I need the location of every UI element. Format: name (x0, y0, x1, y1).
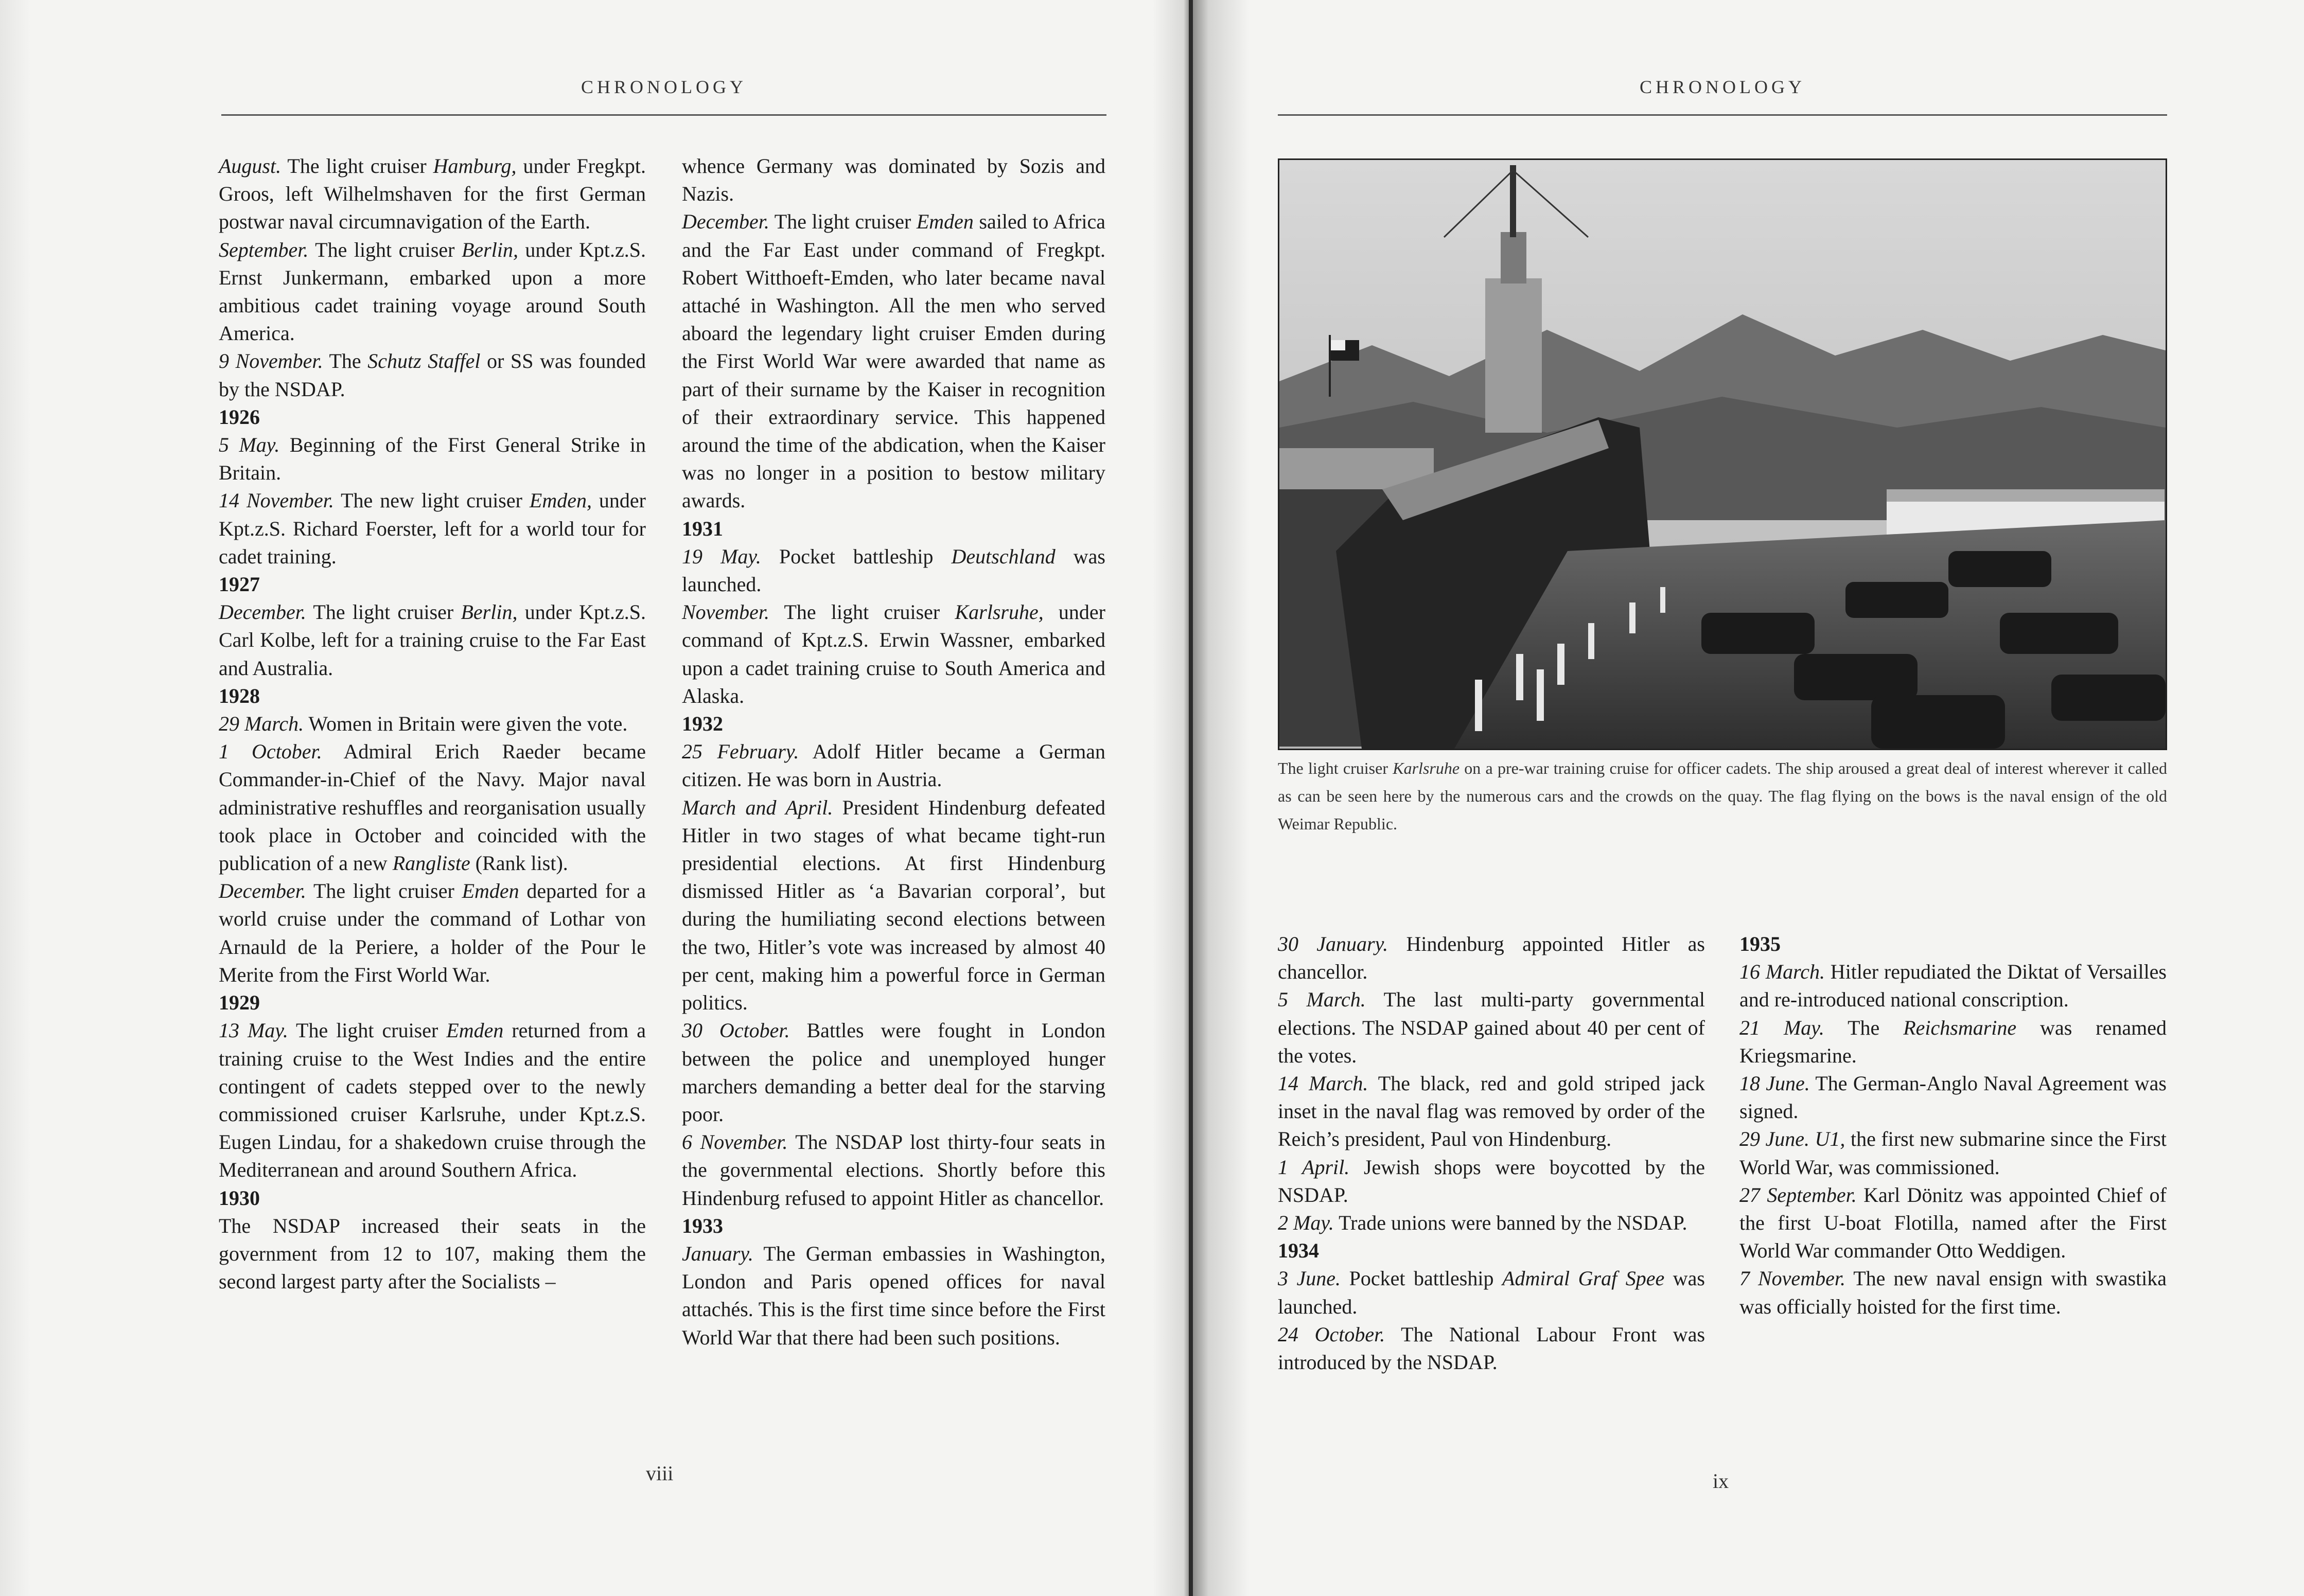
entry-text: Women in Britain were given the vote. (304, 712, 628, 736)
entry-italic: Berlin, (461, 600, 518, 624)
chronology-entry (682, 738, 1105, 793)
photo-caption (1278, 754, 2167, 838)
book-gutter (1189, 0, 1193, 1596)
entry-text: The light cruiser (281, 154, 433, 178)
left-column-2 (682, 152, 1105, 1352)
entry-italic: Rangliste (392, 852, 470, 875)
entry-date: 5 May. (219, 433, 280, 457)
entry-text: President Hindenburg defeated Hitler in two stages of what became tight-run presidential elections. At first Hindenburg dismissed Hitler as ‘a Bavarian corporal’, but during the humiliating second elections between the two, Hitler’s vote was increased by almost 40 per cent, making him a powerful force in German politics. (682, 795, 1105, 1015)
entry-tail: was renamed Kriegsmarine. (1739, 1016, 2167, 1067)
chronology-entry (219, 877, 646, 989)
chronology-entry (219, 598, 646, 682)
chronology-entry (682, 1240, 1105, 1352)
entry-date: 13 May. (219, 1019, 288, 1042)
chronology-entry (219, 738, 646, 877)
year-heading: 1927 (219, 573, 260, 596)
entry-text: The light cruiser (306, 600, 461, 624)
entry-text: Adolf Hitler became a German citizen. He was born in Austria. (682, 740, 1105, 791)
caption-pre: The light cruiser (1278, 759, 1393, 777)
right-running-head: CHRONOLOGY (1640, 77, 1805, 97)
entry-date: 29 March. (219, 712, 304, 736)
chronology-entry (219, 236, 646, 348)
entry-date: December. (219, 879, 306, 903)
entry-text: The last multi-party governmental elections. The NSDAP gained about 40 per cent of the votes. (1278, 988, 1705, 1067)
entry-tail: the first new submarine since the First World War, was commissioned. (1739, 1127, 2167, 1179)
chronology-entry (682, 1128, 1105, 1212)
left-page-number: viii (646, 1462, 674, 1485)
entry-italic: Reichsmarine (1903, 1016, 2017, 1039)
entry-text: The light cruiser (769, 600, 955, 624)
year-heading: 1930 (219, 1186, 260, 1210)
entry-text: Pocket battleship (761, 544, 952, 568)
chronology-entry (219, 710, 646, 738)
entry-date: December. (219, 600, 306, 624)
right-page-number: ix (1713, 1469, 1729, 1493)
chronology-entry (1278, 986, 1705, 1070)
entry-text: The (323, 349, 368, 373)
entry-italic: Emden (462, 879, 519, 903)
entry-text: The new light cruiser (333, 489, 530, 512)
photo-caption-text (1278, 754, 2167, 838)
year-heading: 1935 (1739, 932, 1781, 955)
entry-text: The National Labour Front was introduced by the NSDAP. (1278, 1322, 1705, 1374)
chronology-entry (219, 487, 646, 571)
entry-date: 1 April. (1278, 1155, 1350, 1179)
chronology-entry (682, 208, 1105, 515)
entry-italic: Emden (916, 210, 974, 234)
chronology-entry (1739, 1070, 2167, 1125)
chronology-entry (1278, 930, 1705, 986)
entry-tail: sailed to Africa and the Far East under command of Fregkpt. Robert Witthoeft-Emden, who later became naval attaché in Washington. All the men who served aboard the legendary light cruiser Emden during the First World War were awarded that name as part of their surname by the Kaiser in recognition of their extraordinary service. This happened around the time of the abdication, when the Kaiser was no longer in a position to bestow military awards. (682, 210, 1105, 512)
chronology-entry (682, 543, 1105, 598)
entry-text: Pocket battleship (1341, 1267, 1503, 1290)
left-head-rule (221, 114, 1106, 116)
chronology-entry (1739, 1125, 2167, 1181)
chronology-entry (682, 1017, 1105, 1128)
entry-text (1809, 1127, 1815, 1150)
entry-text: Hitler repudiated the Diktat of Versailles and re-introduced national conscription. (1739, 960, 2167, 1012)
entry-date: 30 October. (682, 1019, 790, 1042)
entry-date: 9 November. (219, 349, 323, 373)
year-heading: 1934 (1278, 1239, 1319, 1263)
entry-date: 2 May. (1278, 1211, 1334, 1235)
entry-italic: Deutschland (951, 544, 1056, 568)
entry-date: November. (682, 600, 769, 624)
right-column-2 (1739, 930, 2167, 1321)
entry-text: Karl Dönitz was appointed Chief of the first U-boat Flotilla, named after the First World War commander Otto Weddigen. (1739, 1183, 2167, 1263)
entry-date: December. (682, 210, 769, 234)
year-heading: 1931 (682, 517, 723, 540)
entry-text: The light cruiser (306, 879, 462, 903)
entry-date: 29 June. (1739, 1127, 1810, 1151)
year-heading: 1928 (219, 684, 260, 707)
chronology-entry (219, 152, 646, 236)
entry-text: The NSDAP increased their seats in the government from 12 to 107, making them the second largest party after the Socialists – (219, 1214, 646, 1293)
entry-text: The German-Anglo Naval Agreement was signed. (1739, 1072, 2167, 1123)
chronology-entry (1739, 1181, 2167, 1265)
entry-italic: Schutz Staffel (367, 349, 481, 373)
entry-text: The German embassies in Washington, London and Paris opened offices for naval attachés. This is the first time since before the First World War that there had been such positions. (682, 1242, 1105, 1349)
year-heading: 1929 (219, 991, 260, 1015)
entry-date: 24 October. (1278, 1322, 1385, 1346)
entry-date: January. (682, 1242, 753, 1265)
entry-date: 25 February. (682, 740, 799, 764)
entry-tail: under command of Kpt.z.S. Erwin Wassner, embarked upon a cadet training cruise to South America and Alaska. (682, 600, 1105, 707)
entry-date: 21 May. (1739, 1016, 1824, 1039)
entry-date: March and April. (682, 795, 833, 819)
chronology-entry (1278, 1265, 1705, 1320)
chronology-entry (219, 347, 646, 403)
entry-date: 19 May. (682, 544, 761, 568)
entry-tail: was launched. (682, 544, 1105, 596)
entry-italic: Berlin, (461, 238, 518, 261)
entry-date: 14 March. (1278, 1072, 1368, 1095)
right-column-1 (1278, 930, 1705, 1376)
entry-italic: Emden, (529, 489, 592, 512)
entry-italic: U1, (1815, 1127, 1845, 1151)
left-column-1 (219, 152, 646, 1296)
entry-tail: under Fregkpt. Groos, left Wilhelmshaven for the first German postwar naval circumnavigation of the Earth. (219, 154, 646, 234)
chronology-entry (682, 152, 1105, 208)
entry-date: 18 June. (1739, 1072, 1810, 1095)
entry-tail: under Kpt.z.S. Richard Foerster, left for a world tour for cadet training. (219, 489, 646, 568)
entry-date: 3 June. (1278, 1267, 1341, 1290)
entry-italic: Karlsruhe, (955, 600, 1044, 624)
entry-tail: under Kpt.z.S. Ernst Junkermann, embarked upon a more ambitious cadet training voyage around South America. (219, 238, 646, 345)
chronology-entry (1278, 1209, 1705, 1237)
entry-text: Trade unions were banned by the NSDAP. (1333, 1211, 1687, 1235)
entry-text: The (1824, 1016, 1904, 1039)
chronology-entry (1278, 1154, 1705, 1209)
chronology-entry (1739, 1265, 2167, 1320)
chronology-entry (1278, 1070, 1705, 1154)
entry-text: whence Germany was dominated by Sozis and Nazis. (682, 154, 1105, 206)
entry-tail: (Rank list). (470, 852, 568, 875)
chronology-entry (682, 598, 1105, 710)
entry-date: September. (219, 238, 309, 261)
chronology-entry (682, 794, 1105, 1017)
entry-tail: returned from a training cruise to the West Indies and the entire contingent of cadets stepped over to the newly commissioned cruiser Karlsruhe, under Kpt.z.S. Eugen Lindau, for a shakedown cruise through the Mediterranean and around Southern Africa. (219, 1019, 646, 1182)
right-head-rule (1278, 114, 2167, 116)
entry-tail: departed for a world cruise under the command of Lothar von Arnauld de la Periere, a holder of the Pour le Merite from the First World War. (219, 879, 646, 986)
entry-date: 14 November. (219, 489, 334, 512)
chronology-entry (1739, 958, 2167, 1014)
entry-text: The black, red and gold striped jack inset in the naval flag was removed by order of the Reich’s president, Paul von Hindenburg. (1278, 1072, 1705, 1151)
entry-text: The light cruiser (308, 238, 462, 261)
entry-date: 30 January. (1278, 932, 1388, 955)
chronology-entry (219, 431, 646, 487)
entry-date: 1 October. (219, 740, 322, 764)
entry-text: Hindenburg appointed Hitler as chancellor. (1278, 932, 1705, 984)
caption-ship-name: Karlsruhe (1393, 759, 1460, 777)
entry-text: Admiral Erich Raeder became Commander-in-Chief of the Navy. Major naval administrative reshuffles and reorganisation usually took place in October and coincided with the publication of a new (219, 740, 646, 875)
entry-date: 7 November. (1739, 1267, 1845, 1290)
caption-post: on a pre-war training cruise for officer cadets. The ship aroused a great deal of interest wherever it called as can be seen here by the numerous cars and the crowds on the quay. The flag flying on the bows is the naval ensign of the old Weimar Republic. (1278, 759, 2168, 833)
entry-date: 27 September. (1739, 1183, 1857, 1207)
year-heading: 1932 (682, 712, 723, 736)
chronology-entry (1278, 1321, 1705, 1376)
entry-text: Battles were fought in London between the police and unemployed hunger marchers demanding a better deal for the starving poor. (682, 1019, 1106, 1126)
entry-tail: or SS was founded by the NSDAP. (219, 349, 646, 401)
entry-text: The NSDAP lost thirty-four seats in the governmental elections. Shortly before this Hindenburg refused to appoint Hitler as chancellor. (682, 1130, 1105, 1210)
entry-italic: Emden (446, 1019, 504, 1042)
left-running-head: CHRONOLOGY (581, 77, 747, 97)
entry-date: 6 November. (682, 1130, 788, 1154)
entry-text: Jewish shops were boycotted by the NSDAP. (1278, 1155, 1705, 1207)
cruiser-photograph (1278, 158, 2167, 750)
year-heading: 1933 (682, 1214, 723, 1237)
cruiser-photo-illustration (1279, 160, 2166, 749)
entry-date: August. (219, 154, 282, 178)
entry-date: 5 March. (1278, 988, 1366, 1012)
year-heading: 1926 (219, 405, 260, 429)
entry-date: 16 March. (1739, 960, 1825, 984)
entry-text: The light cruiser (288, 1019, 447, 1042)
entry-tail: under Kpt.z.S. Carl Kolbe, left for a training cruise to the Far East and Australia. (219, 600, 646, 680)
chronology-entry (1739, 1014, 2167, 1070)
chronology-entry (219, 1212, 646, 1296)
entry-text: The light cruiser (769, 210, 917, 234)
entry-text: Beginning of the First General Strike in Britain. (219, 433, 646, 485)
entry-italic: Admiral Graf Spee (1502, 1267, 1665, 1290)
entry-text: The new naval ensign with swastika was officially hoisted for the first time. (1739, 1267, 2167, 1318)
entry-tail: was launched. (1278, 1267, 1705, 1318)
chronology-entry (219, 1017, 646, 1184)
entry-italic: Hamburg, (433, 154, 517, 178)
